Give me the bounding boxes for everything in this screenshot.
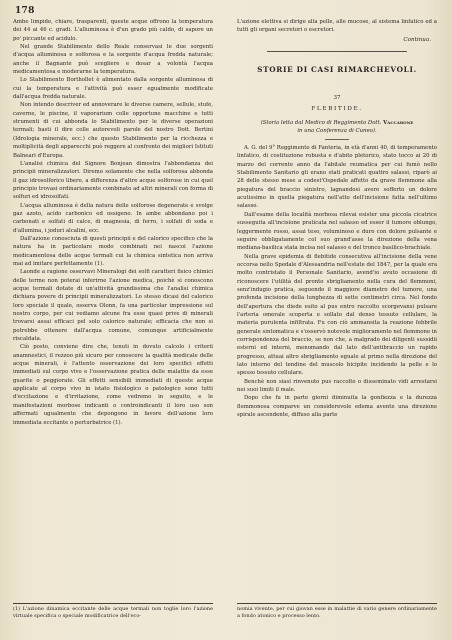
paragraph: Ciò posto, conviene dire che, tenuti in dovuto calcolo i criterii anamnestici, il rezzoo più sicuro per conoscere la qualità medicale delle acque minerali, è l'attento osservazione dei loro specifici effetti immediati sul corpo vivo e l'osservazione pratica delle malattie da esse guarite o peggiorate. Gli effetti sensibili immediati di queste acque applicate al corpo vivo in istato fisiologico o patologico sono tutti d'eccitazione e d'irritazione, come vedremo in seguito, e le manifestazioni morbose indicanti o controindicanti il loro uso son affermati ugualmente che depongono in favore dell'azione loro immediata eccitante o perturbatrice (1).	[13, 344, 213, 426]
footnote-text: nomia vivente, per cui giovan esse in malattie di vario genere ordinariamente a fondo atonico e processo lento.	[237, 606, 437, 619]
footnote-text: (1) L'azione dinamica eccitante delle acque termali non toglie loro l'azione virtuale specifica o speciale modificatrice dell'eco-	[13, 606, 213, 619]
paragraph: Dall'esame della località morbosa rilevai esister una piccola cicatrice susseguita all'incisione praticata nel salasso ed esser il tumore oblungo, leggermente rosso, assai teso, voluminoso e duro con dolore pulsante e seguire obbligatamente col suo grand'asse la direzione della vena mediana-basilica stata incisa nel salasso e del tronco basilico-brachiale.	[237, 211, 437, 252]
small-divider	[325, 139, 349, 140]
paragraph: Laonde a ragione osservavi Mineralogi dei solfi caratteri fisico chimici delle terme non poterai inferirne l'azione medica, poichè si conoscono acque termali dotate di un'attività grandissima che l'analisi chimica dichiara povere di principii mineralizzatori. Lo stesso dicasi del calorico loro speciale il quale, osserva Olonn, fa una particolar impressione sul nostro corpo, per cui vediamo alcune fra esse quasi prive di minerali trovarsi assai efficaci pel solo calorico naturale; efficacia che non si potrebbe ottenere dall'acqua comune, comunque artificialmente riscaldata.	[13, 269, 213, 343]
paragraph: Nella grave epidemia di flebitide consecutiva all'incisione della vene occorsa nello Spedale d'Alessandria nell'estate del 1847, per la quale era molto contristato il Personale Sanitario, avend'io avuto occasione di riconoscere l'utilità del pronto sbrigliamento nella cura del flemmoni, senz'indugio pratica, seguendo il maggiore diametro del tumore, una profonda incisione della lunghezza di sette centimetri circa. Nel fondo dell'apertura che diede esito al pus entro raccolto scorgevansi pulsare l'arteria omerale scoperta e sollato dal denso tessuto cellulare, la materia purulenta infiltrata. Fu con ciò ammansita la reazione febbrile generale sintomatica e s'osservò notevole miglioramento nel flemmone in corrispondenza del braccio, se non che, a malgrado dei diligenti sussidii esterni ed interni, menomando dal lato dell'antibraccio un rapido progresso, attuai altro sbrigliamento eguale al primo nella direzione del lato interno del tendine del muscolo bicipite incidendo la pelle e lo spesso tessuto cellulare.	[237, 253, 437, 377]
paragraph: Nel grande Stabilimento dello Reale conservasi le due sorgenti d'acqua alluminosa e solforosa e la sorgente d'acqua fredda naturale; anche il Bagnante può scegliere e dosar a volontà l'acqua medicamentosa e moderarne la temperatura.	[13, 44, 213, 76]
left-footnote	[13, 603, 213, 619]
paragraph: A. G. del 9° Reggimento di Fanteria, in età d'anni 40, di temperamento linfatico, di costituzione robusta e d'abito pletorico, stato tocco ai 20 di marzo del corrente anno da l'abitale reumatica per cui fumò nello Stabilimento Sanitario gli erano stati praticati quattro salassi, riparò ai 28 dello stesso mese a codest'Ospedale affetto da grave flemmone alla piegatura del braccio sinistro, lagnandosi avere sofferto un dolore acutissimo in quella piegatura nell'atto dell'incisione fatta nell'ultimo salasso.	[237, 145, 437, 210]
paragraph: Dopo che fu in parte giorni diminuita la gonfiezza e la durezza flemmonosa comparve un considerevole edema avente una direzione spirale ascendente, diffuso alla parte	[237, 395, 437, 419]
paragraph: L'analisi chimica del Signore Bonjean dimostra l'abbondanza dei principii mineralizzatori. Diremo solamente che nella solforosa abbonda il gaz idrosolforico libero, a differenza d'altre acque solforose in cui quel principio trovasi ordinariamente combinato ad altri minerali con forma di solfuri ed idrosolfati.	[13, 160, 213, 201]
report-heading	[237, 119, 437, 135]
paragraph: L'acqua alluminosa è della natura delle solforose degenerate e svolge gaz azoto, acido carbonico ed ossigeno. In ambe abbondano poi i carbonati e solfati di calce, di magnesia, di ferro, i solfati di soda e d'allumina, i joduri alcalini, ecc.	[13, 202, 213, 234]
footnote-divider	[13, 603, 213, 604]
right-column	[237, 18, 437, 620]
right-footnote	[237, 603, 437, 619]
paragraph: Non intendo descriver ed annoverare le diverse camere, sellule, stufe, caverne, le piscine, il vaporarium colle opportune macchine e tutti strumenti di cui abbonda lo Stabilimento per le diverse operazioni termali; basti il dire colle autorevoli parole del nostro Dott. Bertini (Idrologia minerale, ecc.) che questo Stabilimento per la ricchezza e moltiplicità degli apparecchi può reggere al confronto dei migliori Istituti Balneari d'Europa.	[13, 102, 213, 159]
left-column	[13, 18, 213, 618]
paragraph: Benchè non siasi rinvenuto pus raccolto o disseminato vidi arrestarsi nei suoi limiti il male.	[237, 378, 437, 394]
continua-label: Continua.	[403, 36, 431, 43]
footnote-divider	[237, 603, 437, 604]
paragraph: Dall'azione conosciuta di questi principii e del calorico specifico che la natura ha in particolare modo combinati nei nascoi l'azione medicamentosa delle acque termali cui la chimica sintetica non arriva mai ad imitare perfettamente (1).	[13, 235, 213, 267]
divider	[267, 51, 407, 52]
report-line-1: (Storia letta dal Medico di Reggimento Dott.	[260, 120, 382, 127]
page-number: 178	[15, 6, 35, 16]
intro-paragraph: L'azione elettiva si dirige alla pelle, alle mucose, al sistema linfatico ed a tutti gli organi secretori o escretori.	[237, 19, 437, 34]
paragraph: Ambe limpide, chiare, trasparenti, queste acque offrono la temperatura dei 44 ai 46 c. gradi. L'alluminosa è d'un grado più caldo, di sapore un po' piccante ed acidulo.	[13, 19, 213, 42]
case-number: 37	[333, 95, 341, 102]
section-title: STORIE DI CASI RIMARCHEVOLI.	[257, 65, 417, 75]
paragraph: Lo Stabilimento Borthollet è alimentato dalla sorgente alluminosa di cui la temperatura e l'attività può esser egualmente modificate dall'acqua fredda naturale.	[13, 77, 213, 101]
report-line-2: in una Conferenza di Cuneo).	[297, 128, 377, 135]
case-title: FLEBITIDE.	[311, 105, 363, 112]
report-author: Vaccarone	[383, 120, 414, 127]
